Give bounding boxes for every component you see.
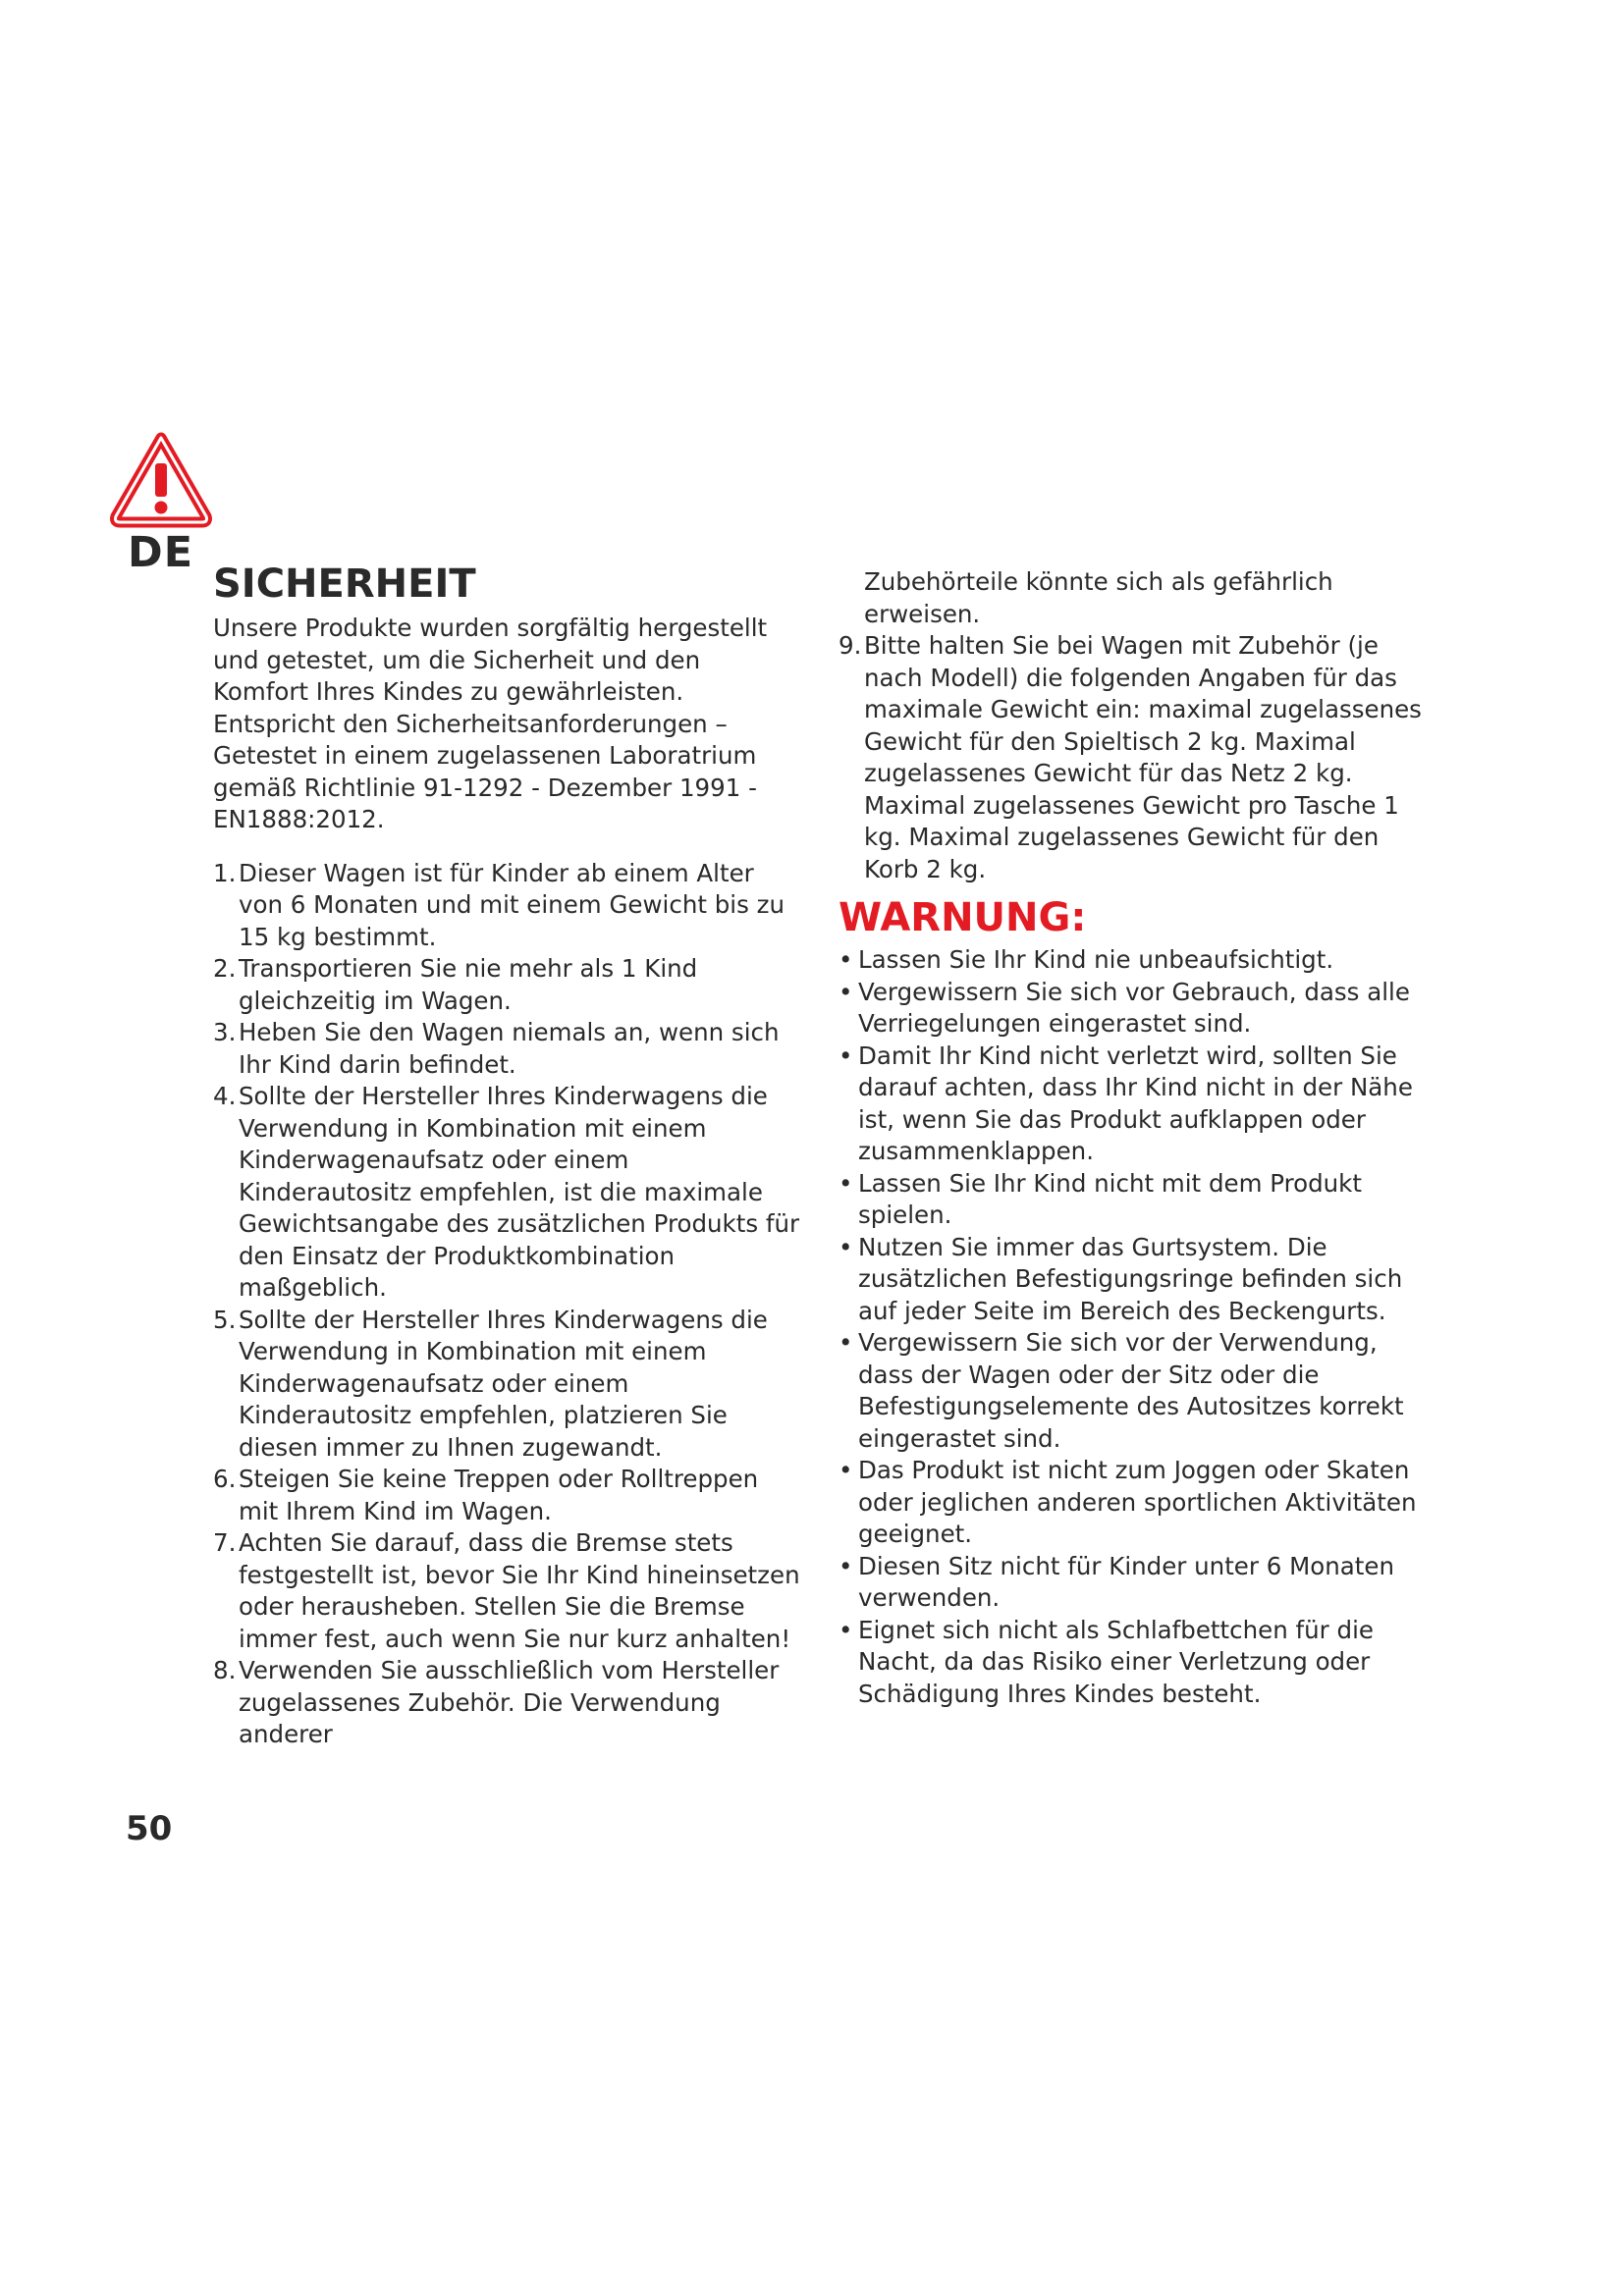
list-item: • Nutzen Sie immer das Gurtsystem. Die zusätzlichen Befestigungsringe befinden sich auf jeder Seite im Bereich des Beckengurts. — [839, 1232, 1403, 1325]
list-item: 1. Dieser Wagen ist für Kinder ab einem Alter von 6 Monaten und mit einem Gewicht bis zu 15 kg bestimmt. — [213, 858, 785, 951]
section-title-safety: SICHERHEIT — [213, 561, 476, 607]
list-item: • Lassen Sie Ihr Kind nicht mit dem Produkt spielen. — [839, 1168, 1362, 1229]
list-item: • Diesen Sitz nicht für Kinder unter 6 Monaten verwenden. — [839, 1551, 1394, 1612]
list-item: • Vergewissern Sie sich vor der Verwendung, dass der Wagen oder der Sitz oder die Befestigungselemente des Autositzes korrekt eingerastet sind. — [839, 1328, 1404, 1453]
list-item: • Vergewissern Sie sich vor Gebrauch, dass alle Verriegelungen eingerastet sind. — [839, 977, 1410, 1038]
right-column — [839, 566, 1428, 1710]
intro-paragraph: Unsere Produkte wurden sorgfältig hergestellt und getestet, um die Sicherheit und den Komfort Ihres Kindes zu gewährleisten. Entspricht den Sicherheitsanforderungen – Getestet in einem zugelassenen Laboratrium gemäß Richtlinie 91-1292 - Dezember 1991 - EN1888:2012. — [213, 614, 768, 833]
list-item: 7. Achten Sie darauf, dass die Bremse stets festgestellt ist, bevor Sie Ihr Kind hineinsetzen oder herausheben. Stellen Sie die Bremse immer fest, auch wenn Sie nur kurz anhalten! — [213, 1528, 800, 1653]
safety-numbered-list — [213, 858, 802, 1751]
list-item: 5. Sollte der Hersteller Ihres Kinderwagens die Verwendung in Kombination mit einem Kinderwagenaufsatz oder einem Kinderautositz empfehlen, platzieren Sie diesen immer zu Ihnen zugewandt. — [213, 1305, 768, 1462]
list-item: • Das Produkt ist nicht zum Joggen oder Skaten oder jeglichen anderen sportlichen Aktivitäten geeignet. — [839, 1456, 1417, 1548]
list-item: 2. Transportieren Sie nie mehr als 1 Kind gleichzeitig im Wagen. — [213, 954, 698, 1015]
safety-numbered-list-continued — [839, 630, 1428, 885]
language-label: DE — [128, 528, 194, 577]
page-number: 50 — [126, 1809, 173, 1848]
list-item: 6. Steigen Sie keine Treppen oder Rolltreppen mit Ihrem Kind im Wagen. — [213, 1465, 759, 1525]
list-item: • Eignet sich nicht als Schlafbettchen für die Nacht, da das Risiko einer Verletzung oder Schädigung Ihres Kindes besteht. — [839, 1615, 1374, 1708]
list-item: • Lassen Sie Ihr Kind nie unbeaufsichtigt. — [839, 945, 1334, 974]
list-item: 4. Sollte der Hersteller Ihres Kinderwagens die Verwendung in Kombination mit einem Kinderwagenaufsatz oder einem Kinderautositz empfehlen, ist die maximale Gewichtsangabe des zusätzlichen Produkts für den Einsatz der Produktkombination maßgeblich. — [213, 1082, 800, 1302]
warning-triangle-icon — [108, 430, 214, 528]
left-column — [213, 561, 802, 1751]
warning-heading: WARNUNG: — [839, 895, 1087, 940]
list-item: • Damit Ihr Kind nicht verletzt wird, sollten Sie darauf achten, dass Ihr Kind nicht in der Nähe ist, wenn Sie das Produkt aufklappen oder zusammenklappen. — [839, 1041, 1413, 1165]
warning-bullet-list — [839, 944, 1428, 1710]
list-item: 3. Heben Sie den Wagen niemals an, wenn sich Ihr Kind darin befindet. — [213, 1018, 780, 1079]
list-item: 9. Bitte halten Sie bei Wagen mit Zubehör (je nach Modell) die folgenden Angaben für das maximale Gewicht ein: maximal zugelassenes Gewicht für den Spieltisch 2 kg. Maximal zugelassenes Gewicht für das Netz 2 kg. Maximal zugelassenes Gewicht pro Tasche 1 kg. Maximal zugelassenes Gewicht für den Korb 2 kg. — [839, 631, 1422, 883]
list-item-continuation: Zubehörteile könnte sich als gefährlich erweisen. — [864, 567, 1333, 628]
list-item: 8. Verwenden Sie ausschließlich vom Hersteller zugelassenes Zubehör. Die Verwendung anderer — [213, 1656, 780, 1748]
